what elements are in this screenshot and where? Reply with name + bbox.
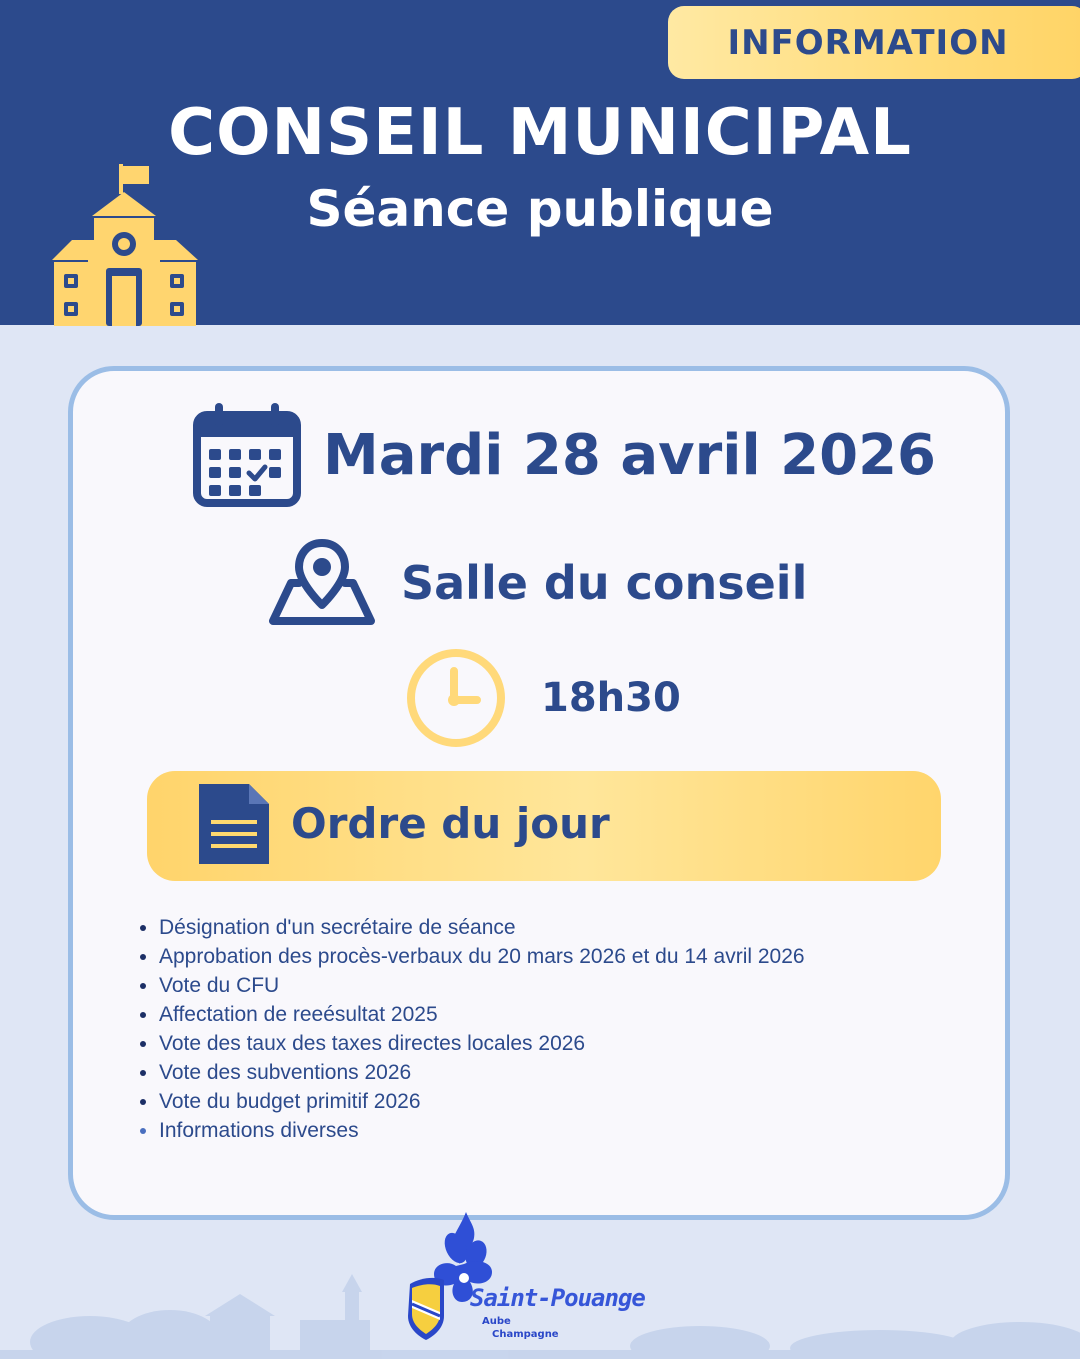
page-subtitle: Séance publique [306,180,774,238]
map-pin-icon [269,537,375,629]
agenda-item: • Affectation de reeésultat 2025 [159,1000,805,1029]
town-hall-icon [48,164,202,326]
agenda-item: • Désignation d'un secrétaire de séance [159,913,805,942]
clock-icon [405,647,507,749]
agenda-list [133,913,805,1145]
logo-region-line1: Aube [482,1316,511,1327]
agenda-item: • Vote des taux des taxes directes locales 2026 [159,1029,805,1058]
agenda-item: • Vote du budget primitif 2026 [159,1087,805,1116]
time-row [405,647,681,749]
saint-pouange-logo [404,1208,504,1348]
event-place: Salle du conseil [401,556,808,610]
date-row [193,401,936,509]
agenda-item: • Vote des subventions 2026 [159,1058,805,1087]
agenda-item: • Vote du CFU [159,971,805,1000]
logo-town-name: Saint-Pouange [470,1284,645,1312]
event-time: 18h30 [541,675,681,721]
header-banner [0,0,1080,325]
document-icon [197,782,271,866]
logo-region-line2: Champagne [492,1329,559,1340]
agenda-title: Ordre du jour [291,799,610,848]
information-badge [668,6,1080,79]
event-card [68,366,1010,1220]
agenda-item: • Approbation des procès-verbaux du 20 mars 2026 et du 14 avril 2026 [159,942,805,971]
agenda-item: • Informations diverses [159,1116,805,1145]
event-date: Mardi 28 avril 2026 [323,422,936,488]
place-row [269,537,807,629]
agenda-header [147,771,941,881]
information-badge-label: INFORMATION [727,22,1009,63]
page-title: CONSEIL MUNICIPAL [168,96,912,170]
calendar-icon [193,401,301,509]
